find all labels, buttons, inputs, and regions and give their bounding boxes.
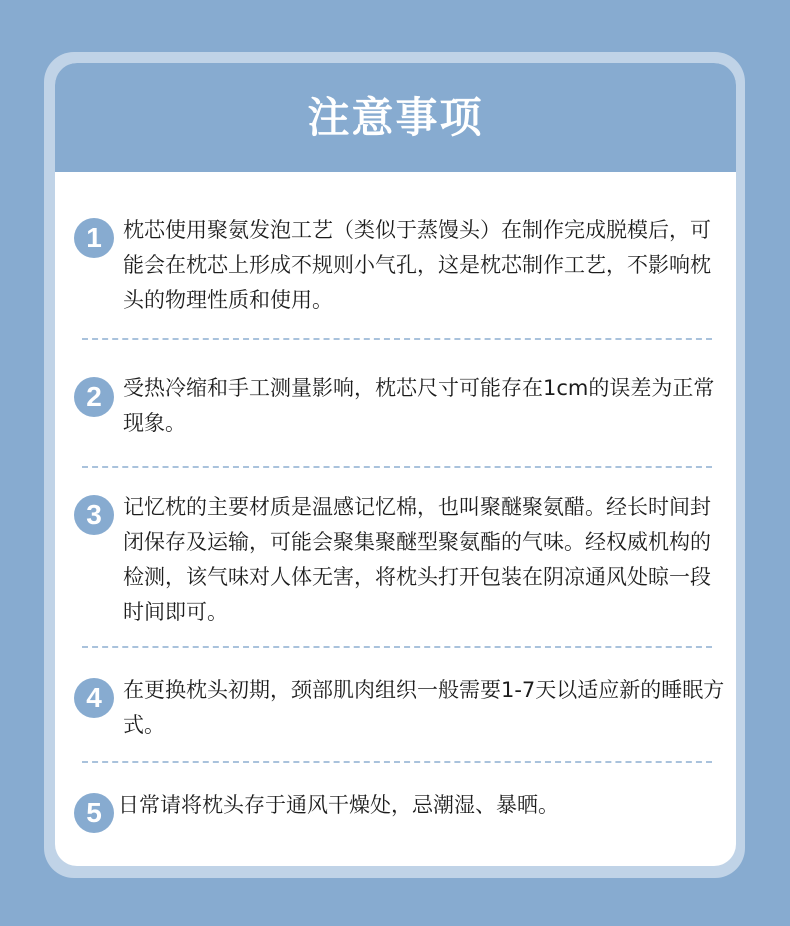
- dashed-divider: [82, 338, 712, 340]
- notice-text-2: 受热冷缩和手工测量影响，枕芯尺寸可能存在1cm的误差为正常现象。: [123, 376, 715, 435]
- dashed-divider: [82, 466, 712, 468]
- notice-text-5: 日常请将枕头存于通风干燥处，忌潮湿、暴晒。: [118, 793, 559, 817]
- card-header: [55, 63, 736, 172]
- number-badge-1: 1: [74, 218, 114, 258]
- notice-card: [55, 63, 736, 866]
- number-badge-4: 4: [74, 678, 114, 718]
- notice-text-1: 枕芯使用聚氨发泡工艺（类似于蒸馒头）在制作完成脱模后，可能会在枕芯上形成不规则小气孔，这是枕芯制作工艺，不影响枕头的物理性质和使用。: [123, 218, 711, 312]
- number-badge-2: 2: [74, 377, 114, 417]
- number-badge-5: 5: [74, 793, 114, 833]
- notice-text-4: 在更换枕头初期，颈部肌肉组织一般需要1-7天以适应新的睡眠方式。: [123, 678, 725, 737]
- dashed-divider: [82, 761, 712, 763]
- notice-text-3: 记忆枕的主要材质是温感记忆棉，也叫聚醚聚氨醋。经长时间封闭保存及运输，可能会聚集聚醚型聚氨酯的气味。经权威机构的检测，该气味对人体无害，将枕头打开包装在阴凉通风处晾一段时间即可。: [123, 495, 711, 624]
- dashed-divider: [82, 646, 712, 648]
- page-title: 注意事项: [307, 93, 484, 142]
- number-badge-3: 3: [74, 495, 114, 535]
